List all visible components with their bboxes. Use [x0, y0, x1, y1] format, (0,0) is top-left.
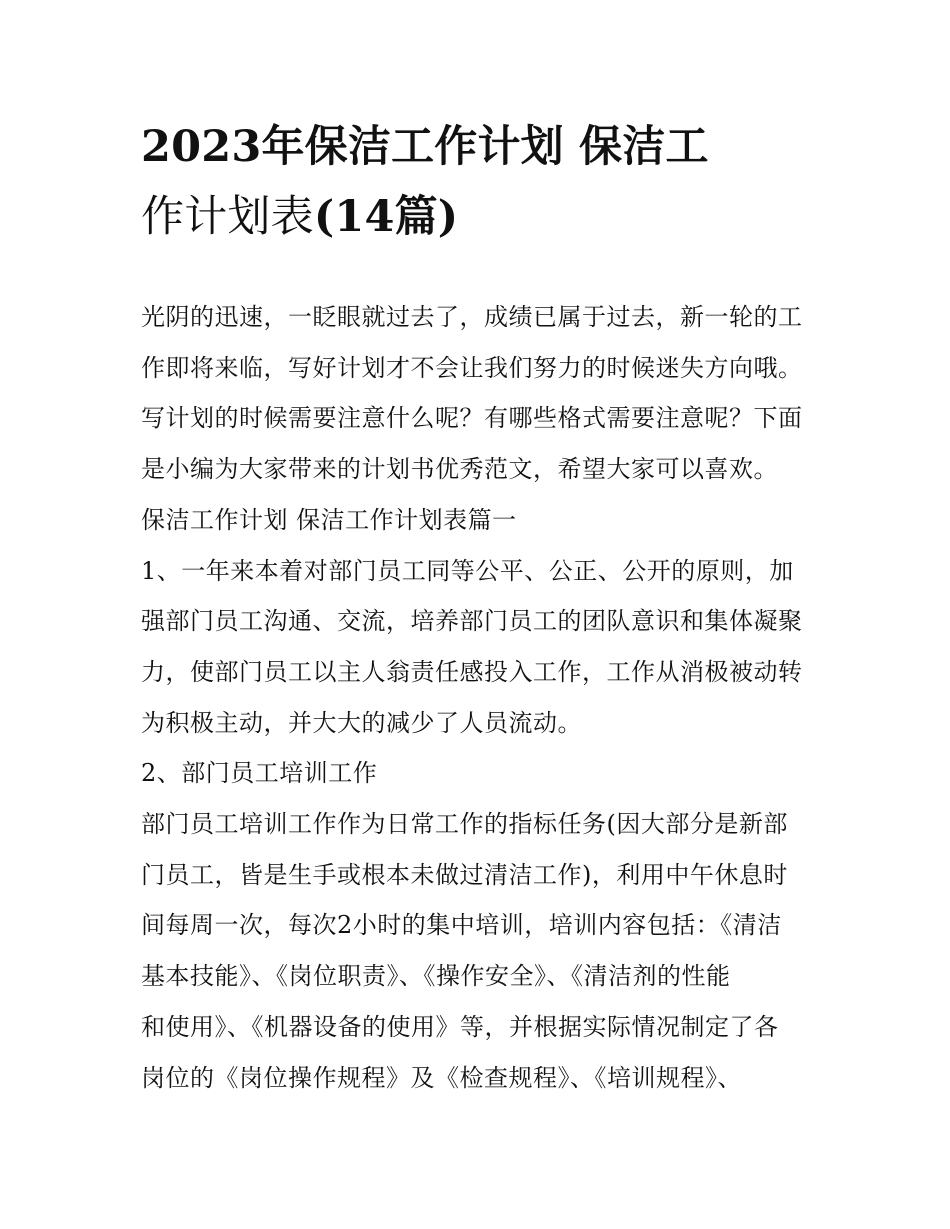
- title-line-2-count: (14篇): [313, 192, 459, 242]
- intro-paragraph: [141, 292, 813, 495]
- text-line: 是小编为大家带来的计划书优秀范文，希望大家可以喜欢。: [141, 455, 778, 484]
- document-page: [141, 112, 813, 1103]
- text-line: 力，使部门员工以主人翁责任感投入工作，工作从消极被动转: [141, 657, 803, 686]
- document-body: [141, 292, 813, 1103]
- section-heading: [141, 495, 813, 546]
- text-line: 2、部门员工培训工作: [141, 759, 378, 788]
- training-paragraph: [141, 799, 813, 1103]
- title-line-2: [141, 182, 813, 252]
- document-title: [141, 112, 813, 252]
- title-line-2-text: 作计划表: [141, 192, 314, 242]
- text-line: 作即将来临，写好计划才不会让我们努力的时候迷失方向哦。: [141, 353, 803, 382]
- text-line: 为积极主动，并大大的减少了人员流动。: [141, 708, 582, 737]
- text-line: 保洁工作计划 保洁工作计划表篇一: [141, 505, 517, 534]
- text-line: 岗位的《岗位操作规程》及《检查规程》、《培训规程》、: [141, 1063, 742, 1092]
- text-line: 和使用》、《机器设备的使用》等，并根据实际情况制定了各: [141, 1012, 779, 1041]
- text-line: 部门员工培训工作作为日常工作的指标任务(因大部分是新部: [141, 810, 788, 839]
- text-line: 写计划的时候需要注意什么呢？有哪些格式需要注意呢？下面: [141, 404, 803, 433]
- text-line: 基本技能》、《岗位职责》、《操作安全》、《清洁剂的性能: [141, 962, 731, 991]
- text-line: 门员工，皆是生手或根本未做过清洁工作)，利用中午休息时: [141, 860, 788, 889]
- text-line: 间每周一次，每次2小时的集中培训，培训内容包括：《清洁: [141, 911, 782, 940]
- text-line: 1、一年来本着对部门员工同等公平、公正、公开的原则，加: [141, 556, 794, 585]
- item-1-paragraph: [141, 546, 813, 749]
- title-line-1: 2023年保洁工作计划 保洁工: [141, 122, 709, 172]
- item-2-heading: [141, 748, 813, 799]
- text-line: 光阴的迅速，一眨眼就过去了，成绩已属于过去，新一轮的工: [141, 303, 803, 331]
- text-line: 强部门员工沟通、交流，培养部门员工的团队意识和集体凝聚: [141, 607, 803, 636]
